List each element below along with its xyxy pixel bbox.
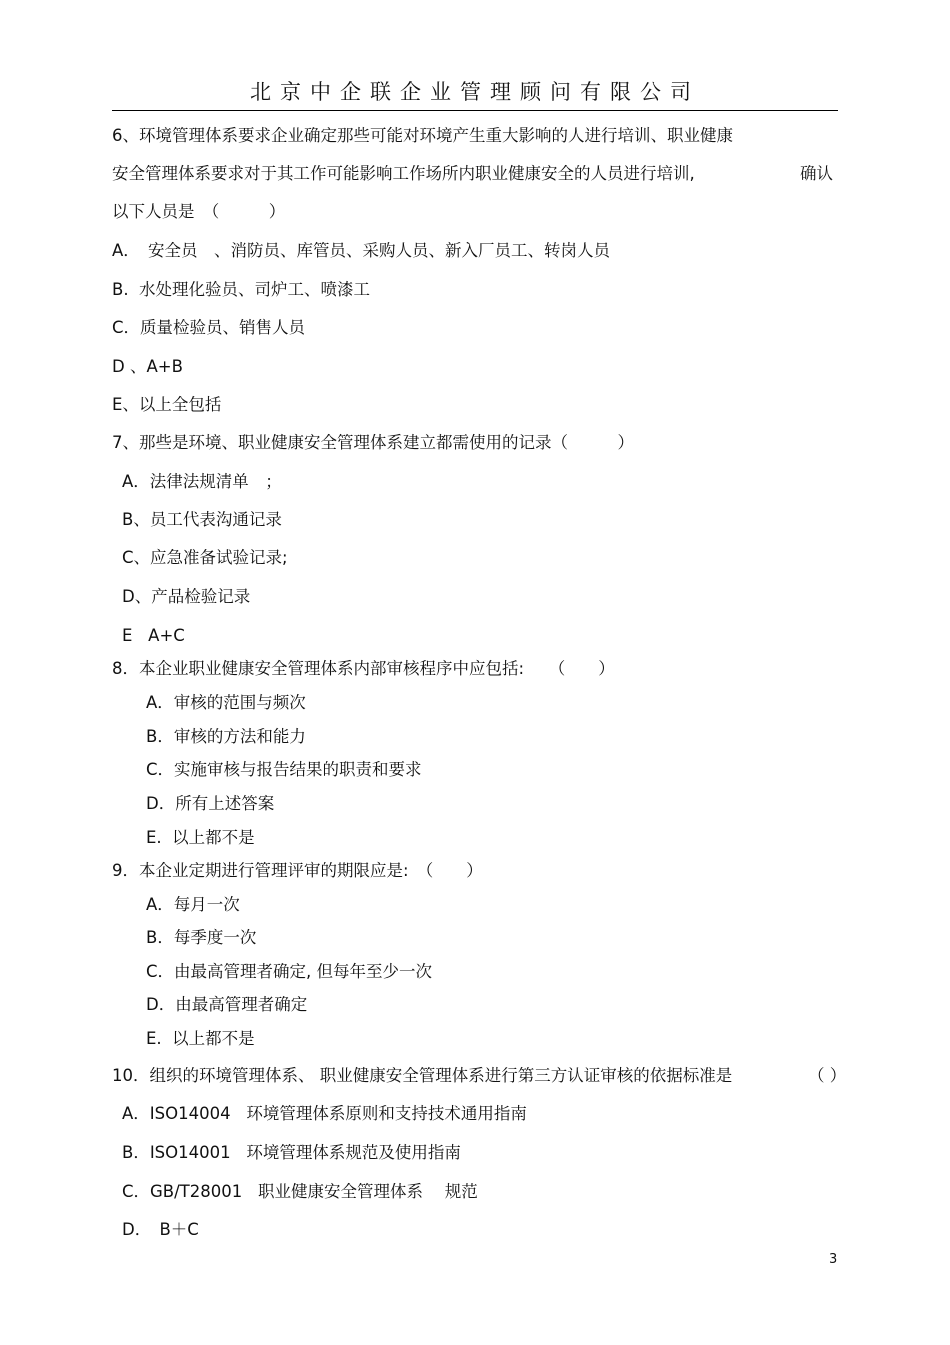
q7-option-b: B、员工代表沟通记录 bbox=[122, 510, 282, 529]
q10-option-a: A．ISO14004 环境管理体系原则和支持技术通用指南 bbox=[122, 1104, 527, 1123]
q9-option-e: E. 以上都不是 bbox=[146, 1029, 255, 1048]
header-rule bbox=[112, 110, 838, 111]
q6-option-c: C．质量检验员、销售人员 bbox=[112, 318, 306, 337]
q9-option-b: B．每季度一次 bbox=[146, 928, 257, 947]
q6-option-b: B. 水处理化验员、司炉工、喷漆工 bbox=[112, 280, 371, 299]
q7-option-c: C、应急准备试验记录; bbox=[122, 548, 288, 567]
q10-option-c: C．GB/T28001 职业健康安全管理体系 规范 bbox=[122, 1182, 478, 1201]
q6-stem-line2: 安全管理体系要求对于其工作可能影响工作场所内职业健康安全的人员进行培训, bbox=[112, 164, 695, 183]
q7-option-e: E A+C bbox=[122, 626, 185, 645]
q6-option-d: D 、A+B bbox=[112, 357, 183, 376]
q8-stem: 8．本企业职业健康安全管理体系内部审核程序中应包括: （ ） bbox=[112, 659, 615, 678]
q10-option-d: D． B＋C bbox=[122, 1220, 199, 1239]
q8-option-a: A．审核的范围与频次 bbox=[146, 693, 306, 712]
q10-option-b: B．ISO14001 环境管理体系规范及使用指南 bbox=[122, 1143, 461, 1162]
q8-option-b: B．审核的方法和能力 bbox=[146, 727, 306, 746]
q6-option-e: E、以上全包括 bbox=[112, 395, 222, 414]
q7-option-d: D、产品检验记录 bbox=[122, 587, 251, 606]
q8-option-e: E. 以上都不是 bbox=[146, 828, 255, 847]
q8-option-c: C．实施审核与报告结果的职责和要求 bbox=[146, 760, 422, 779]
q10-stem: 10．组织的环境管理体系、 职业健康安全管理体系进行第三方认证审核的依据标准是 bbox=[112, 1066, 733, 1085]
q8-option-d: D．所有上述答案 bbox=[146, 794, 275, 813]
q9-option-a: A．每月一次 bbox=[146, 895, 240, 914]
q6-stem-tail: 确认 bbox=[800, 164, 833, 183]
page-header-company: 北京中企联企业管理顾问有限公司 bbox=[250, 80, 700, 104]
q7-stem: 7、那些是环境、职业健康安全管理体系建立都需使用的记录（ ） bbox=[112, 433, 634, 452]
q10-stem-tail: （ ） bbox=[808, 1066, 847, 1085]
q9-stem: 9．本企业定期进行管理评审的期限应是: （ ） bbox=[112, 861, 483, 880]
q7-option-a: A．法律法规清单 ； bbox=[122, 472, 282, 491]
q6-stem-line3: 以下人员是 （ ） bbox=[112, 202, 286, 221]
q6-option-a: A． 安全员 、消防员、库管员、采购人员、新入厂员工、转岗人员 bbox=[112, 241, 611, 260]
q9-option-d: D．由最高管理者确定 bbox=[146, 995, 308, 1014]
page-number: 3 bbox=[829, 1252, 838, 1267]
q6-stem-line1: 6、环境管理体系要求企业确定那些可能对环境产生重大影响的人进行培训、职业健康 bbox=[112, 126, 733, 145]
q9-option-c: C．由最高管理者确定, 但每年至少一次 bbox=[146, 962, 433, 981]
